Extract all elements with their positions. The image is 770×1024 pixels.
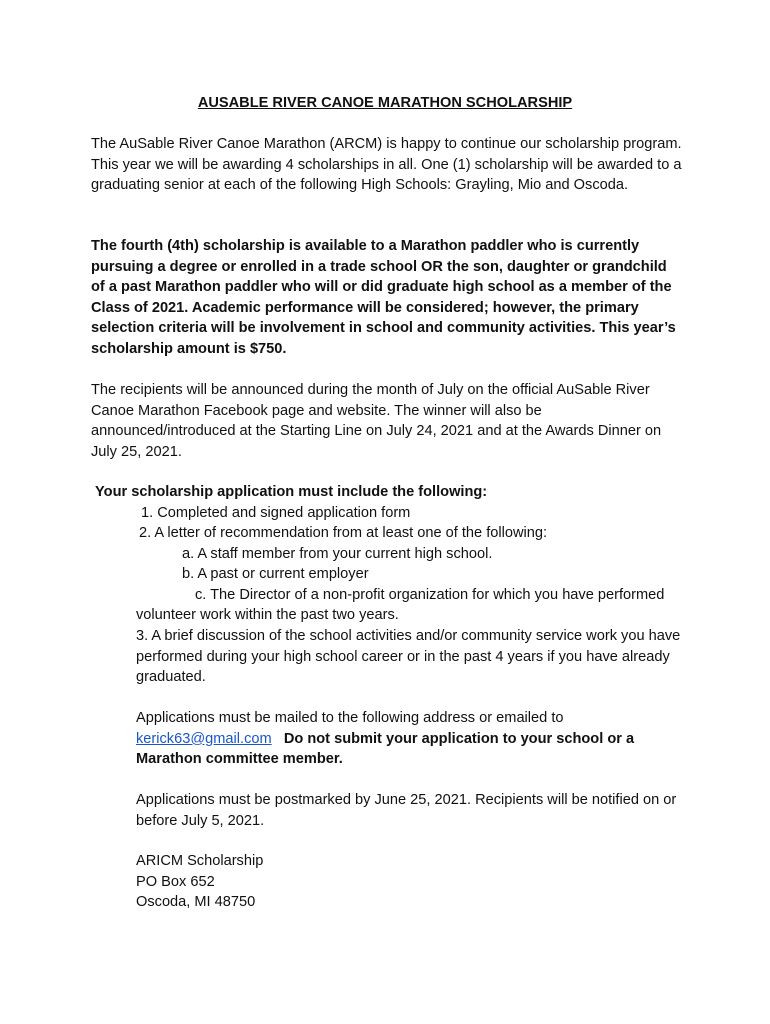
address-line-2: Oscoda, MI 48750 (136, 894, 256, 911)
address-name: ARICM Scholarship (136, 853, 264, 869)
address-line-1: PO Box 652 (136, 873, 215, 890)
fourth-scholarship-paragraph: The fourth (4th) scholarship is available to a Marathon paddler who is currently pursuing a degree or enrolled in a trade school OR the son, daughter or grandchild of a past Marathon paddler who will or did graduate high school as a member of the Class of 2021. Academic performance will be considered; however, the primary selection criteria will be involvement in school and community activities. This year’s scholarship amount is $750. (91, 238, 676, 357)
page-title: AUSABLE RIVER CANOE MARATHON SCHOLARSHIP (197, 95, 573, 111)
submission-warning: Do not submit your application to your school or a Marathon committee member. (136, 730, 635, 768)
mailing-address (136, 851, 263, 913)
submission-paragraph (136, 708, 696, 770)
requirement-item-3: 3. A brief discussion of the school activities and/or community service work you have performed during your high school career or in the past 4 years if you have already graduated. (136, 628, 681, 686)
requirement-item-2a: a. A staff member from your current high school. (182, 546, 493, 562)
intro-paragraph: The AuSable River Canoe Marathon (ARCM) is happy to continue our scholarship program. This year we will be awarding 4 scholarships in all. One (1) scholarship will be awarded to a graduating senior at each of the following High Schools: Grayling, Mio and Oscoda. (91, 136, 682, 194)
submission-text: Applications must be mailed to the following address or emailed to (136, 710, 564, 726)
requirement-item-2: 2. A letter of recommendation from at least one of the following: (139, 525, 548, 541)
deadline-paragraph: Applications must be postmarked by June 25, 2021. Recipients will be notified on or before July 5, 2021. (136, 792, 677, 829)
requirements-heading: Your scholarship application must include the following: (95, 484, 488, 500)
announcement-paragraph: The recipients will be announced during the month of July on the official AuSable River Canoe Marathon Facebook page and website. The winner will also be announced/introduced at the Starting Line on July 24, 2021 and at the Awards Dinner on July 25, 2021. (91, 382, 662, 460)
requirement-item-2b: b. A past or current employer (182, 566, 369, 582)
requirement-item-2c: c. The Director of a non-profit organization for which you have performed (195, 587, 665, 603)
requirement-item-1: 1. Completed and signed application form (141, 505, 411, 521)
requirement-item-2c-continued: volunteer work within the past two years. (136, 607, 399, 623)
email-link[interactable]: kerick63@gmail.com (136, 730, 272, 747)
